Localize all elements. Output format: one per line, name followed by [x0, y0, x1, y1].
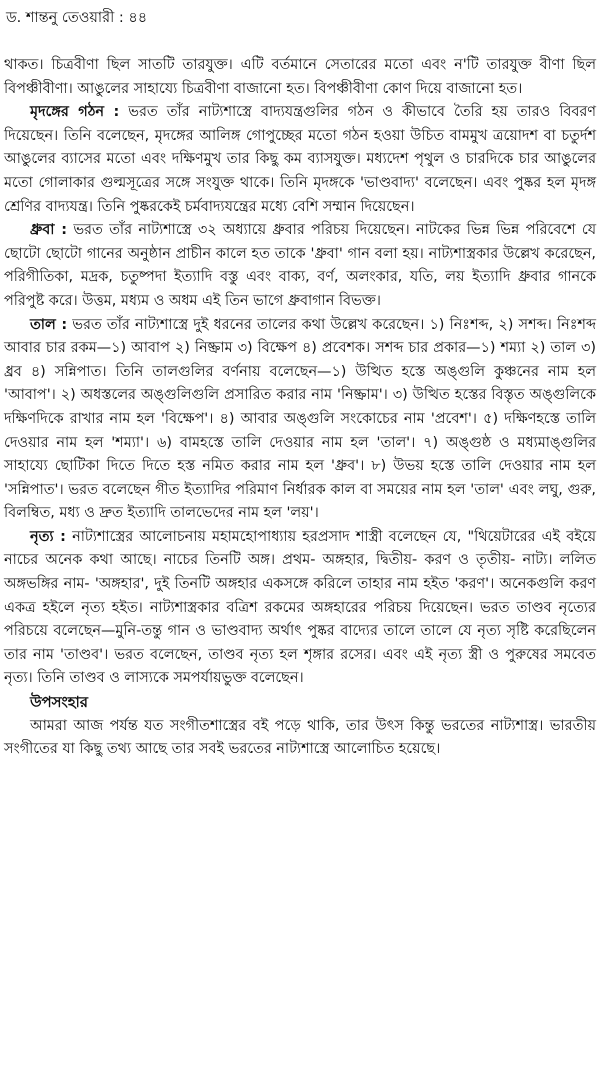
- paragraph-dhruva: [4, 219, 596, 313]
- term-nritya: নৃত্য :: [30, 528, 66, 545]
- term-dhruva: ধ্রুবা :: [30, 222, 67, 239]
- paragraph-tala: [4, 314, 596, 526]
- paragraph-text: ভরত তাঁর নাট্যশাস্ত্রে ৩২ অধ্যায়ে ধ্রুবার পরিচয় দিয়েছেন। নাটকের ভিন্ন ভিন্ন পরিবেশে যে ছোটো ছোটো গানের অনুষ্ঠান প্রাচীন কালে হত তাকে 'ধ্রুবা' গান বলা হয়। নাট্যশাস্ত্রকার উল্লেখ করেছেন, পরিগীতিকা, মদ্রক, চতুষ্পদা ইত্যাদি বস্তু এবং বাক্য, বর্ণ, অলংকার, যতি, লয় ইত্যাদি ধ্রুবার গানকে পরিপুষ্ট করে। উত্তম, মধ্যম ও অধম এই তিন ভাগে ধ্রুবাগান বিভক্ত।: [4, 222, 596, 309]
- running-head: ড. শান্তনু তেওয়ারী : ৪৪: [6, 10, 148, 26]
- term-mridanga: মৃদঙ্গের গঠন :: [30, 104, 120, 121]
- paragraph-conclusion: [4, 715, 596, 762]
- paragraph-continuation: [4, 54, 596, 101]
- term-tala: তাল :: [30, 316, 68, 333]
- paragraph-text: থাকত। চিত্রবীণা ছিল সাতটি তারযুক্ত। এটি বর্তমানে সেতারের মতো এবং ন'টি তারযুক্ত বীণা ছিল বিপঞ্চীবীণা। আঙুলের সাহায্যে চিত্রবীণা বাজানো হত। বিপঞ্চীবীণা কোণ দিয়ে বাজানো হত।: [4, 57, 596, 97]
- paragraph-text: ভরত তাঁর নাট্যশাস্ত্রে দুই ধরনের তালের কথা উল্লেখ করেছেন। ১) নিঃশব্দ, ২) সশব্দ। নিঃশব্দ আবার চার রকম—১) আবাপ ২) নিষ্ক্রাম ৩) বিক্ষেপ ৪) প্রবেশক। সশব্দ চার প্রকার—১) শম্যা ২) তাল ৩) ধ্রব ৪) সন্নিপাত। তিনি তালগুলির বর্ণনায় বলেছেন—১) উত্থিত হস্তে অঙ্গুলি কুঞ্চনের নাম হল 'আবাপ'। ২) অধস্তলের অঙ্গুলিগুলি প্রসারিত করার নাম 'নিষ্ক্রাম'। ৩) উত্থিত হস্তের বিস্তৃত অঙ্গুলিকে দক্ষিণদিকে রাখার নাম হল 'বিক্ষেপ'। ৪) আবার অঙ্গুলি সংকোচের নাম 'প্রবেশ'। ৫) দক্ষিণহস্তে তালি দেওয়ার নাম হল 'শম্যা'। ৬) বামহস্তে তালি দেওয়ার নাম হল 'তাল'। ৭) অঙ্গুষ্ঠ ও মধ্যমাঙ্গুলির সাহায্যে ছোটিকা দিতে দিতে হস্ত নমিত করার নাম হল 'ধ্রুব'। ৮) উভয় হস্তে তালি দেওয়ার নাম হল 'সন্নিপাত'। ভরত বলেছেন গীত ইত্যাদির পরিমাণ নির্ধারক কাল বা সময়ের নাম হল 'তাল' এবং লঘু, গুরু, বিলম্বিত, মধ্য ও দ্রুত ইত্যাদি তালভেদের নাম হল 'লয়'।: [4, 316, 596, 522]
- paragraph-mridanga: [4, 101, 596, 219]
- paragraph-text: ভরত তাঁর নাট্যশাস্ত্রে বাদ্যযন্ত্রগুলির গঠন ও কীভাবে তৈরি হয় তারও বিবরণ দিয়েছেন। তিনি বলেছেন, মৃদঙ্গের আলিঙ্গ গোপুচ্ছের মতো গঠন হওয়া উচিত বামমুখ ত্রয়োদশ বা চতুর্দশ আঙুলের ব্যাসের মতো এবং দক্ষিণমুখ তার কিছু কম ব্যাসযুক্ত। মধ্যদেশ পৃথুল ও চারদিকে চার আঙুলের মতো গোলাকার গুল্মসূত্রের সঙ্গে সংযুক্ত থাকে। তিনি মৃদঙ্গকে 'ভাণ্ডবাদ্য' বলেছেন। এবং পুষ্কর হল মৃদঙ্গ শ্রেণির বাদ্যযন্ত্র। তিনি পুষ্করকেই চর্মবাদ্যযন্ত্রের মধ্যে বেশি সম্মান দিয়েছেন।: [4, 104, 597, 215]
- paragraph-text: নাট্যশাস্ত্রের আলোচনায় মহামহোপাধ্যায় হরপ্রসাদ শাস্ত্রী বলেছেন যে, "থিয়েটারের এই বইয়ে নাচের অনেক কথা আছে। নাচের তিনটি অঙ্গ। প্রথম- অঙ্গহার, দ্বিতীয়- করণ ও তৃতীয়- নাট্য। ললিত অঙ্গভঙ্গির নাম- 'অঙ্গহার', দুই তিনটি অঙ্গহার একসঙ্গে করিলে তাহার নাম হইত 'করণ'। অনেকগুলি করণ একত্র হইলে নৃত্য হইত। নাট্যশাস্ত্রকার বত্রিশ রকমের অঙ্গহারের পরিচয় দিয়েছেন। ভরত তাণ্ডব নৃত্যের পরিচয়ে বলেছেন—মুনি-তন্তু গান ও ভাণ্ডবাদ্য অর্থাৎ পুষ্কর বাদ্যের তালে তালে যে নৃত্য সৃষ্টি করেছিলেন তার নাম 'তাণ্ডব'। ভরত বলেছেন, তাণ্ডব নৃত্য হল শৃঙ্গার রসের। এবং এই নৃত্য স্ত্রী ও পুরুষের সমবেত নৃত্য। তিনি তাণ্ডব ও লাস্যকে সমপর্যায়ভুক্ত বলেছেন।: [4, 528, 596, 687]
- paragraph-nritya: [4, 526, 596, 691]
- paragraph-text: আমরা আজ পর্যন্ত যত সংগীতশাস্ত্রের বই পড়ে থাকি, তার উৎস কিন্তু ভরতের নাট্যশাস্ত্র। ভারতীয় সংগীতের যা কিছু তথ্য আছে তার সবই ভরতের নাট্যশাস্ত্রে আলোচিত হয়েছে।: [4, 717, 596, 758]
- conclusion-heading: উপসংহার: [30, 694, 88, 712]
